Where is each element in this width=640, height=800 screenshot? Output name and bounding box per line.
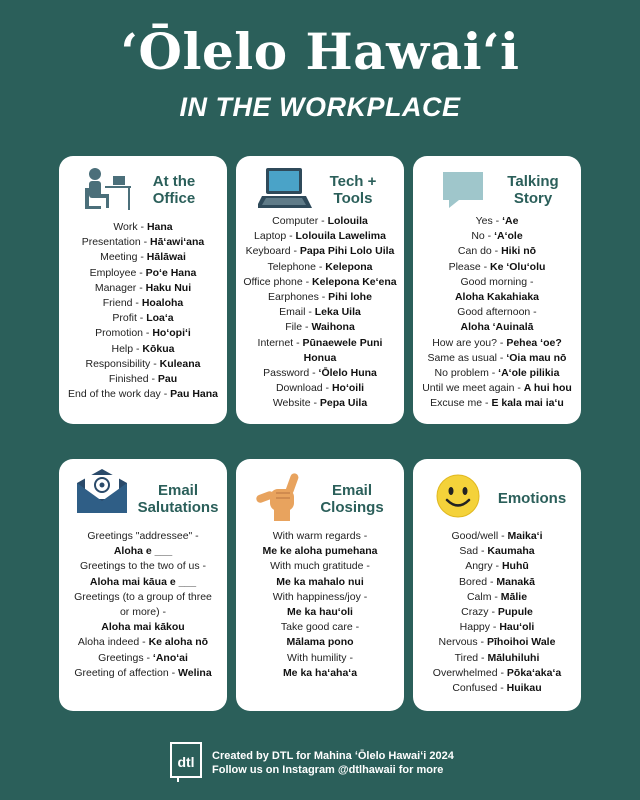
- card-title-line2: Office: [152, 190, 196, 207]
- english-text: Good afternoon -: [457, 306, 537, 319]
- hawaiian-text: ʻAe: [502, 215, 519, 227]
- hawaiian-text: E kala mai iaʻu: [491, 397, 564, 410]
- card-title-line1: At the: [152, 173, 196, 190]
- card-lines: [419, 529, 575, 696]
- footer-credit: Created by DTL for Mahina ʻŌlelo Hawaiʻi 2024: [212, 750, 454, 762]
- vocab-line: [419, 214, 575, 229]
- vocab-line: [65, 666, 221, 681]
- vocab-line: [419, 575, 575, 590]
- vocab-line: [242, 666, 398, 681]
- hawaiian-text: Pau: [157, 373, 178, 386]
- vocab-line: [242, 229, 398, 244]
- english-text: Earphones -: [268, 291, 329, 304]
- vocab-line: [65, 544, 221, 559]
- hawaiian-text: Me ke aloha pumehana: [262, 545, 378, 558]
- hawaiian-text: Welina: [178, 666, 212, 679]
- vocab-line: [419, 229, 575, 244]
- hawaiian-text: Loaʻa: [146, 312, 174, 325]
- english-text: Friend -: [102, 297, 142, 310]
- vocab-line: [242, 244, 398, 259]
- vocab-line: [419, 260, 575, 275]
- english-text: Greetings to the two of us -: [79, 560, 207, 573]
- laptop-icon: [258, 164, 314, 217]
- english-text: Angry -: [465, 560, 502, 573]
- hawaiian-text: Manakā: [496, 575, 535, 588]
- vocab-line: [65, 342, 221, 357]
- hawaiian-text: Papa Pihi Lolo Uila: [299, 245, 395, 258]
- english-text: No problem -: [434, 367, 499, 380]
- vocab-line: [242, 336, 398, 351]
- english-text: Help -: [111, 342, 143, 355]
- vocab-line: [419, 681, 575, 696]
- english-text: Computer -: [272, 215, 328, 227]
- vocab-line: [419, 605, 575, 620]
- hawaiian-text: Kaumaha: [487, 545, 535, 558]
- hawaiian-text: Maikaʻi: [507, 530, 543, 542]
- hawaiian-text: Aloha mai kākou: [101, 621, 185, 634]
- english-text: Keyboard -: [245, 245, 300, 258]
- english-text: Promotion -: [95, 327, 153, 340]
- vocab-line: [242, 305, 398, 320]
- vocab-line: [65, 250, 221, 265]
- hawaiian-text: Kōkua: [142, 342, 175, 355]
- english-text: File -: [285, 321, 312, 334]
- hawaiian-text: Aloha ʻAuinalā: [460, 321, 534, 334]
- vocab-line: [419, 381, 575, 396]
- vocab-line: [419, 305, 575, 320]
- vocab-line: [65, 220, 221, 235]
- vocab-line: [419, 275, 575, 290]
- english-text: Employee -: [89, 266, 146, 279]
- english-text: End of the work day -: [68, 388, 171, 401]
- vocab-line: [419, 635, 575, 650]
- hawaiian-text: Hauʻoli: [499, 621, 535, 634]
- vocab-line: [65, 605, 221, 620]
- english-text: Sad -: [459, 545, 488, 558]
- vocab-line: [419, 336, 575, 351]
- card-talking-story: [413, 156, 581, 424]
- hawaiian-text: Me ka hauʻoli: [287, 606, 353, 619]
- vocab-line: [65, 559, 221, 574]
- hawaiian-text: Hiki nō: [501, 245, 537, 258]
- vocab-line: [242, 575, 398, 590]
- vocab-line: [242, 605, 398, 620]
- english-text: With much gratitude -: [270, 560, 370, 573]
- hawaiian-text: Haku Nui: [145, 281, 192, 294]
- english-text: Take good care -: [280, 621, 360, 634]
- card-at-the-office: [59, 156, 227, 424]
- english-text: Office phone -: [243, 275, 313, 288]
- card-title-line1: Talking: [507, 173, 559, 190]
- speech-bubble-icon: [441, 170, 489, 215]
- hawaiian-text: Mālama pono: [286, 636, 354, 649]
- vocab-line: [242, 275, 398, 290]
- english-text: Profit -: [112, 312, 147, 325]
- card-lines: [242, 529, 398, 681]
- english-text: Good/well -: [451, 530, 508, 542]
- hawaiian-text: Aloha Kakahiaka: [454, 291, 540, 304]
- card-title-line1: Emotions: [497, 490, 567, 507]
- dtl-logo: [170, 742, 202, 787]
- vocab-line: [65, 372, 221, 387]
- hawaiian-text: Aloha mai kāua e ___: [89, 575, 197, 588]
- english-text: Confused -: [452, 682, 507, 695]
- hawaiian-text: Me ka haʻahaʻa: [282, 666, 358, 679]
- footer-instagram: Follow us on Instagram @dtlhawaii for more: [212, 764, 444, 776]
- vocab-line: [419, 620, 575, 635]
- hawaiian-text: Kelepona Keʻena: [312, 275, 397, 288]
- hawaiian-text: Māluhiluhi: [487, 651, 540, 664]
- hawaiian-text: Mālie: [500, 590, 528, 603]
- english-text: No -: [471, 230, 495, 243]
- hawaiian-text: A hui hou: [523, 382, 572, 395]
- vocab-line: [242, 381, 398, 396]
- card-lines: [65, 529, 221, 681]
- card-lines: [242, 214, 398, 412]
- hawaiian-text: Lolouila Lawelima: [295, 230, 386, 243]
- card-email-closings: [236, 459, 404, 711]
- footer: [0, 742, 640, 792]
- hawaiian-text: Me ka mahalo nui: [276, 575, 364, 588]
- vocab-line: [242, 635, 398, 650]
- english-text: Good morning -: [460, 275, 534, 288]
- vocab-line: [65, 635, 221, 650]
- card-title-line2: Story: [513, 190, 553, 207]
- envelope-icon: [75, 469, 131, 522]
- vocab-line: [242, 590, 398, 605]
- english-text: Greetings -: [98, 651, 153, 664]
- card-title-line1: Email: [157, 482, 199, 499]
- english-text: With happiness/joy -: [272, 590, 368, 603]
- vocab-line: [65, 311, 221, 326]
- english-text: Meeting -: [100, 251, 147, 264]
- card-lines: [65, 220, 221, 402]
- vocab-line: [419, 290, 575, 305]
- hawaiian-text: Hālāwai: [146, 251, 186, 264]
- vocab-line: [242, 559, 398, 574]
- hawaiian-text: Ke aloha nō: [148, 636, 209, 649]
- hawaiian-text: Leka Uila: [314, 306, 361, 319]
- hawaiian-text: Honua: [303, 351, 337, 364]
- vocab-line: [65, 326, 221, 341]
- page-subtitle: IN THE WORKPLACE: [179, 92, 461, 122]
- hawaiian-text: Pepa Uila: [319, 397, 368, 410]
- shaka-hand-icon: [252, 469, 312, 530]
- vocab-line: [65, 387, 221, 402]
- vocab-line: [65, 266, 221, 281]
- hawaiian-text: Kuleana: [159, 357, 201, 370]
- vocab-line: [65, 235, 221, 250]
- hawaiian-text: Hoaloha: [141, 297, 184, 310]
- english-text: Laptop -: [254, 230, 296, 243]
- vocab-line: [242, 351, 398, 366]
- english-text: Overwhelmed -: [432, 666, 507, 679]
- english-text: or more) -: [119, 606, 167, 619]
- hawaiian-text: ʻAʻole: [494, 230, 523, 243]
- english-text: Excuse me -: [430, 397, 492, 410]
- hawaiian-text: ʻAnoʻai: [152, 651, 188, 664]
- hawaiian-text: Pupule: [497, 606, 533, 619]
- english-text: Aloha indeed -: [77, 636, 149, 649]
- vocab-line: [242, 651, 398, 666]
- vocab-line: [65, 357, 221, 372]
- hawaiian-text: ʻAʻole pilikia: [498, 367, 560, 380]
- vocab-line: [65, 296, 221, 311]
- person-at-desk-icon: [79, 166, 135, 221]
- vocab-line: [242, 544, 398, 559]
- english-text: Greetings "addressee" -: [87, 530, 199, 542]
- vocab-line: [242, 290, 398, 305]
- vocab-line: [419, 544, 575, 559]
- english-text: Happy -: [459, 621, 500, 634]
- english-text: Yes -: [475, 215, 503, 227]
- card-title-line1: Tech +: [329, 173, 377, 190]
- hawaiian-text: Hāʻawiʻana: [150, 236, 205, 249]
- english-text: Calm -: [466, 590, 501, 603]
- vocab-line: [419, 651, 575, 666]
- smiley-face-icon: [435, 473, 481, 524]
- hawaiian-text: Waihona: [311, 321, 355, 334]
- card-title-line1: Email: [331, 482, 373, 499]
- hawaiian-text: Huhū: [501, 560, 529, 573]
- vocab-line: [242, 260, 398, 275]
- english-text: Same as usual -: [427, 351, 507, 364]
- page-title: ʻŌlelo Hawaiʻi: [120, 22, 520, 81]
- english-text: Please -: [448, 260, 490, 273]
- vocab-line: [242, 366, 398, 381]
- vocab-line: [242, 214, 398, 229]
- hawaiian-text: Pau Hana: [170, 388, 218, 401]
- hawaiian-text: Kelepona: [325, 260, 373, 273]
- vocab-line: [419, 351, 575, 366]
- english-text: With warm regards -: [272, 530, 368, 542]
- vocab-line: [65, 590, 221, 605]
- vocab-line: [419, 320, 575, 335]
- hawaiian-text: Aloha e ___: [113, 545, 173, 558]
- english-text: Internet -: [257, 336, 303, 349]
- english-text: Telephone -: [267, 260, 326, 273]
- card-lines: [419, 214, 575, 412]
- english-text: Manager -: [94, 281, 146, 294]
- english-text: Can do -: [457, 245, 502, 258]
- vocab-line: [419, 366, 575, 381]
- english-text: Greetings (to a group of three: [74, 590, 212, 603]
- vocab-line: [65, 651, 221, 666]
- vocab-line: [65, 529, 221, 544]
- english-text: Nervous -: [438, 636, 487, 649]
- english-text: Download -: [275, 382, 332, 395]
- vocab-line: [65, 575, 221, 590]
- english-text: Responsibility -: [85, 357, 160, 370]
- hawaiian-text: ʻŌlelo Huna: [318, 367, 377, 380]
- vocab-line: [242, 620, 398, 635]
- hawaiian-text: Hana: [146, 221, 173, 233]
- vocab-line: [419, 559, 575, 574]
- card-tech-tools: [236, 156, 404, 424]
- hawaiian-text: Pīhoihoi Wale: [486, 636, 556, 649]
- vocab-line: [419, 666, 575, 681]
- english-text: With humility -: [287, 651, 353, 664]
- hawaiian-text: ʻOia mau nō: [506, 351, 567, 364]
- vocab-line: [419, 244, 575, 259]
- vocab-line: [419, 396, 575, 411]
- english-text: Until we meet again -: [422, 382, 524, 395]
- hawaiian-text: Pihi lohe: [328, 291, 372, 304]
- english-text: Email -: [279, 306, 315, 319]
- hawaiian-text: Ke ʻOluʻolu: [490, 260, 546, 273]
- vocab-line: [242, 320, 398, 335]
- vocab-line: [419, 529, 575, 544]
- hawaiian-text: Pehea ʻoe?: [506, 336, 562, 349]
- card-title-line2: Tools: [333, 190, 373, 207]
- english-text: Presentation -: [81, 236, 150, 249]
- card-title-line2: Closings: [320, 499, 384, 516]
- card-emotions: [413, 459, 581, 711]
- vocab-line: [65, 281, 221, 296]
- english-text: Website -: [272, 397, 320, 410]
- vocab-line: [65, 620, 221, 635]
- english-text: Bored -: [459, 575, 497, 588]
- english-text: Password -: [263, 367, 319, 380]
- hawaiian-text: Hoʻoili: [331, 382, 365, 395]
- english-text: How are you? -: [432, 336, 507, 349]
- vocab-line: [242, 396, 398, 411]
- hawaiian-text: Lolouila: [327, 215, 368, 227]
- english-text: Crazy -: [461, 606, 498, 619]
- vocab-line: [242, 529, 398, 544]
- english-text: Work -: [113, 221, 147, 233]
- hawaiian-text: Pūnaewele Puni: [302, 336, 383, 349]
- hawaiian-text: Hoʻopiʻi: [152, 327, 191, 340]
- hawaiian-text: Pōkaʻakaʻa: [506, 666, 562, 679]
- english-text: Tired -: [454, 651, 488, 664]
- dtl-logo-text: dtl: [177, 754, 195, 770]
- vocab-line: [419, 590, 575, 605]
- english-text: Finished -: [108, 373, 158, 386]
- hawaiian-text: Huikau: [506, 682, 542, 695]
- card-email-salutations: [59, 459, 227, 711]
- card-title-line2: Salutations: [137, 499, 219, 516]
- english-text: Greeting of affection -: [74, 666, 179, 679]
- hawaiian-text: Poʻe Hana: [145, 266, 197, 279]
